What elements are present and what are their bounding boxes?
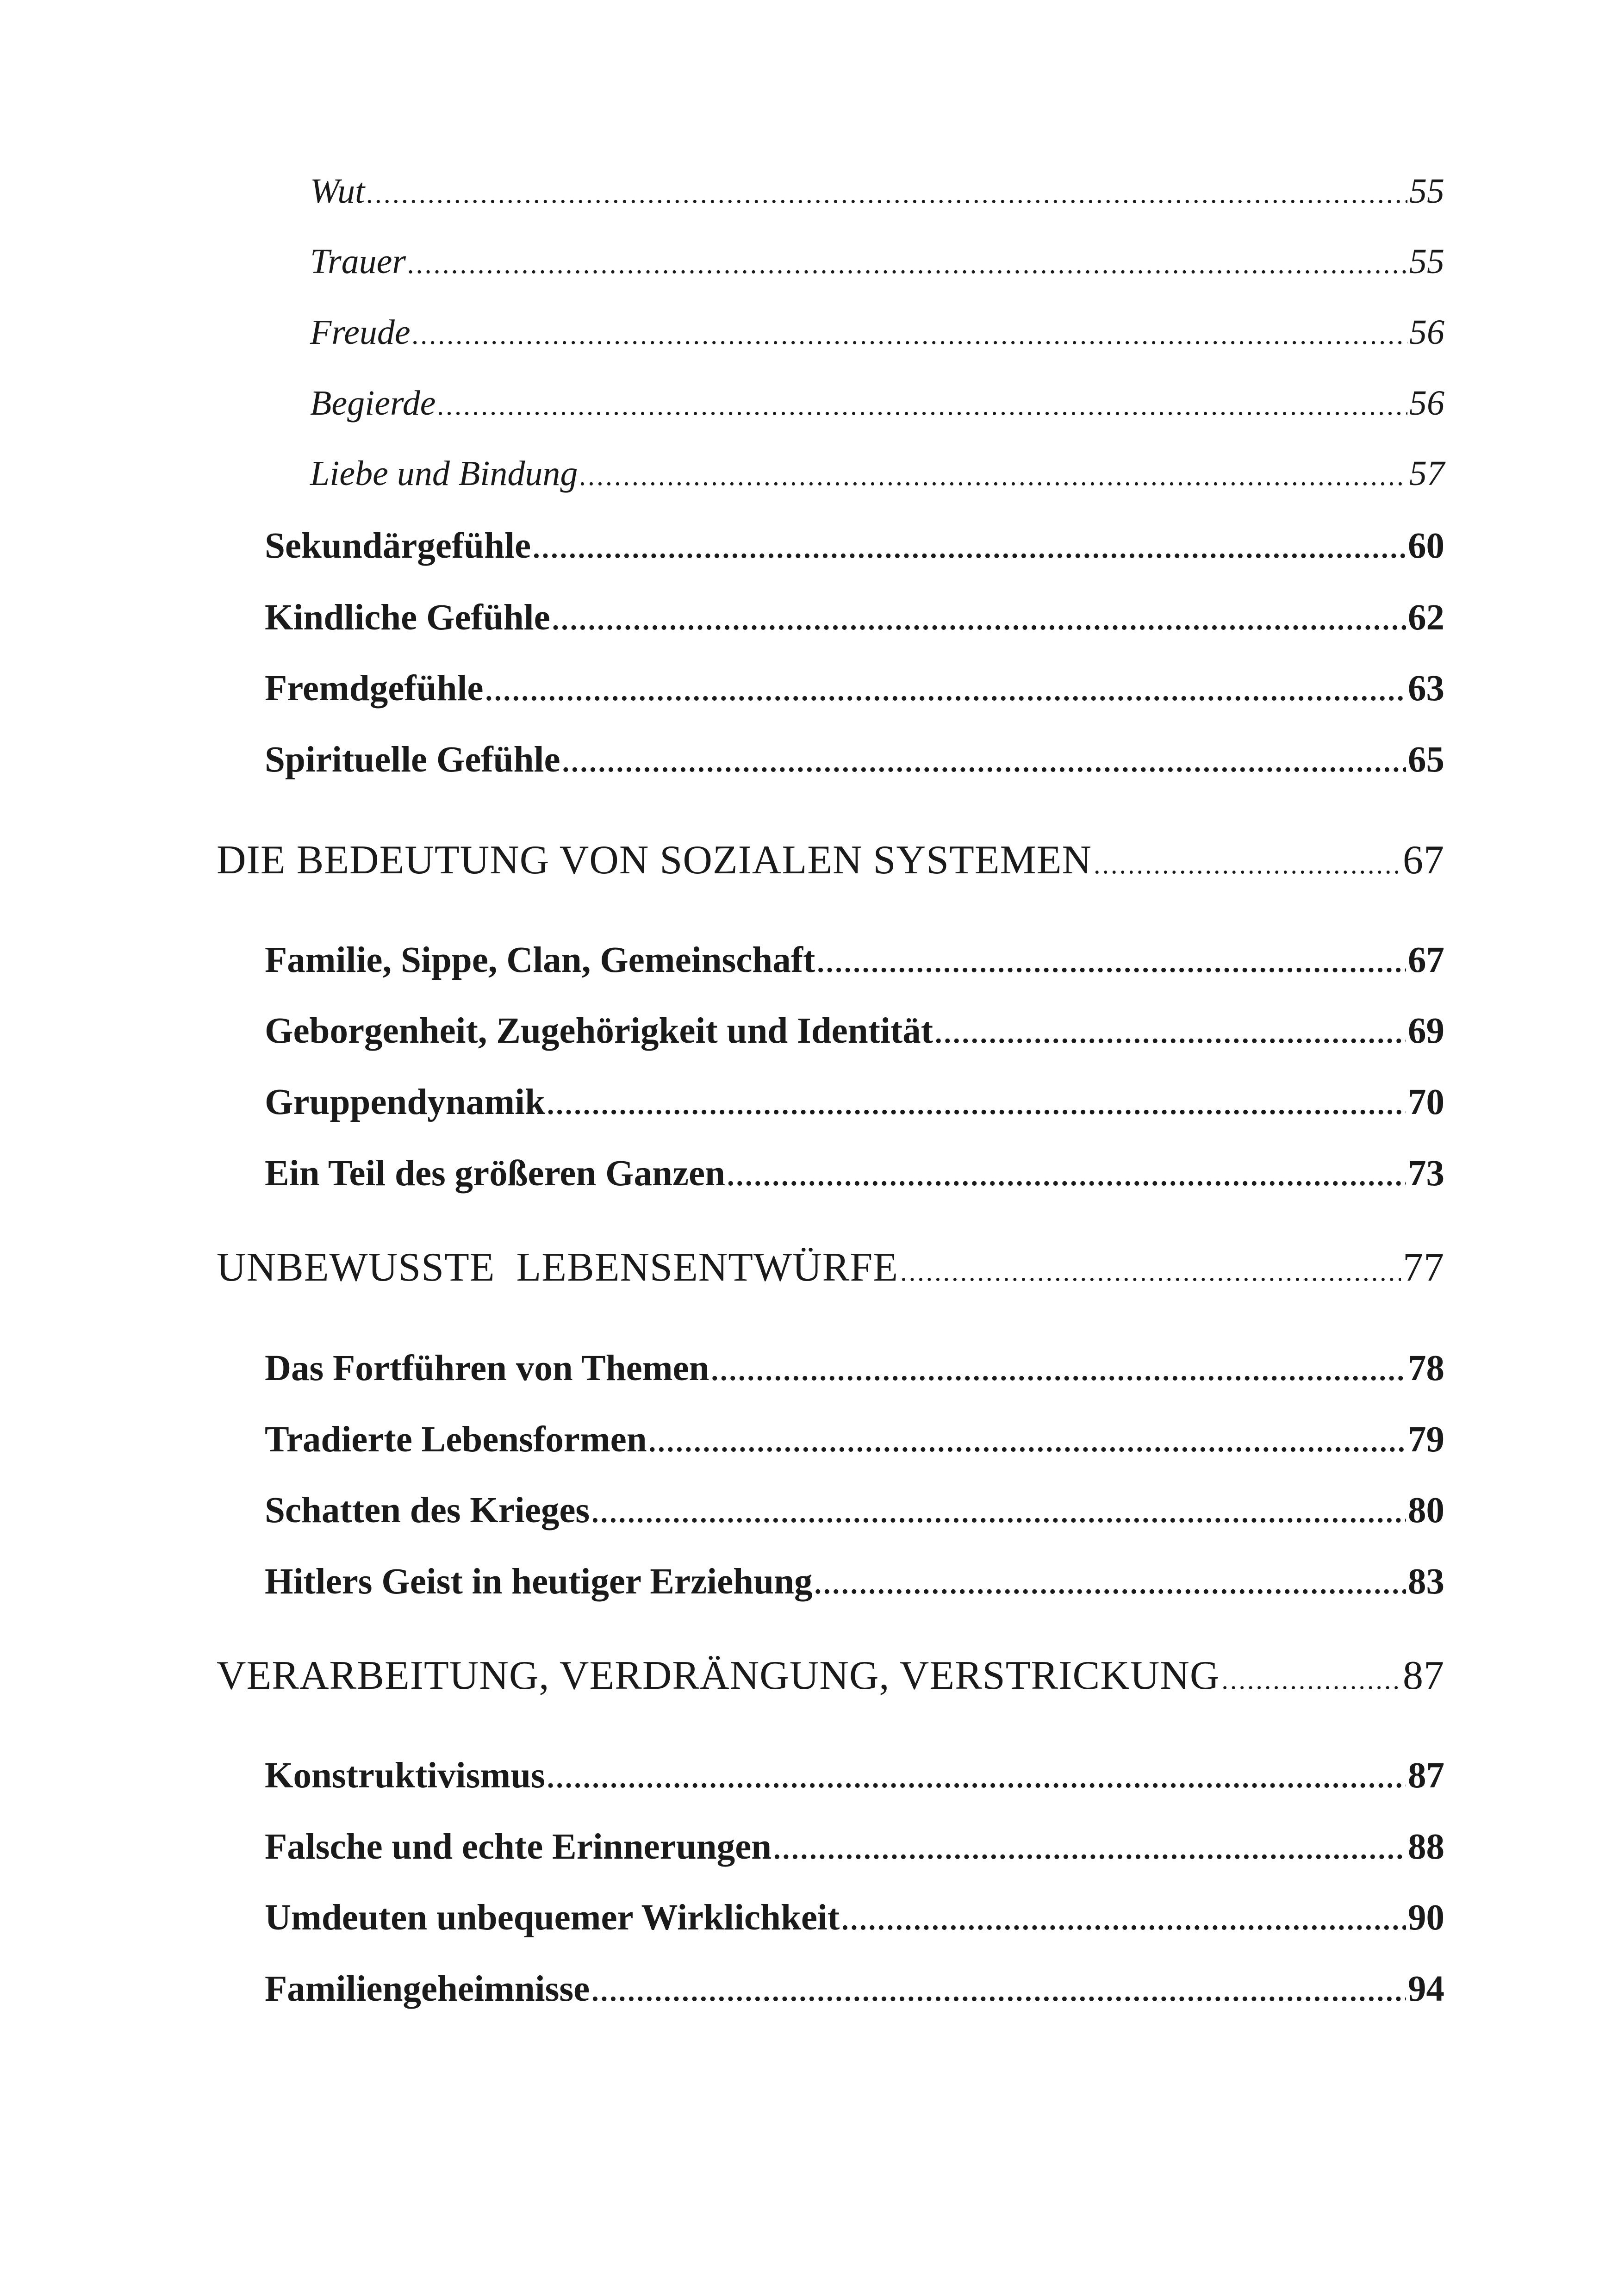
dot-leader (711, 1355, 1406, 1388)
dot-leader (817, 946, 1406, 979)
toc-page-number: 67 (1408, 940, 1444, 980)
toc-entry-label: Geborgenheit, Zugehörigkeit und Identität (265, 1011, 933, 1051)
toc-entry-hitlers-geist[interactable] (265, 1561, 1444, 1612)
toc-entry-label: Spirituelle Gefühle (265, 740, 560, 780)
dot-leader (485, 675, 1406, 708)
dot-leader (814, 1568, 1406, 1601)
toc-entry-tradierte-lebensformen[interactable] (265, 1419, 1444, 1470)
toc-page-number: 60 (1408, 526, 1444, 566)
dot-leader (1094, 849, 1401, 880)
toc-entry-falsche-erinnerungen[interactable] (265, 1826, 1444, 1877)
toc-entry-label: Kindliche Gefühle (265, 597, 550, 638)
toc-page-number: 63 (1408, 668, 1444, 709)
toc-entry-kindliche-gefuehle[interactable] (265, 597, 1444, 648)
toc-page-number: 88 (1408, 1827, 1444, 1867)
toc-chapter-label: UNBEWUSSTE LEBENSENTWÜRFE (217, 1245, 899, 1290)
dot-leader (367, 178, 1407, 210)
dot-leader (649, 1426, 1406, 1459)
toc-entry-sekundaergefuehle[interactable] (265, 525, 1444, 576)
toc-page-number: 83 (1408, 1562, 1444, 1602)
dot-leader (562, 746, 1406, 779)
toc-entry-fortfuehren-themen[interactable] (265, 1348, 1444, 1399)
toc-entry-freude[interactable] (310, 312, 1444, 363)
toc-entry-label: Das Fortführen von Themen (265, 1348, 709, 1388)
dot-leader (547, 1089, 1406, 1121)
toc-page-number: 78 (1408, 1348, 1444, 1388)
toc-entry-umdeuten-wirklichkeit[interactable] (265, 1897, 1444, 1948)
toc-entry-label: Liebe und Bindung (310, 454, 578, 493)
dot-leader (841, 1904, 1406, 1937)
toc-page-number: 65 (1408, 740, 1444, 780)
toc-entry-gruppendynamik[interactable] (265, 1082, 1444, 1132)
dot-leader (408, 248, 1407, 280)
toc-page-number: 55 (1409, 172, 1444, 211)
dot-leader (533, 532, 1406, 565)
toc-entry-label: Falsche und echte Erinnerungen (265, 1827, 772, 1867)
dot-leader (547, 1762, 1406, 1795)
toc-page-number: 67 (1403, 838, 1444, 883)
toc-page-number: 94 (1408, 1969, 1444, 2009)
toc-entry-label: Umdeuten unbequemer Wirklichkeit (265, 1898, 840, 1938)
toc-chapter-label: DIE BEDEUTUNG VON SOZIALEN SYSTEMEN (217, 838, 1092, 883)
dot-leader (727, 1160, 1406, 1193)
toc-chapter-lebensentwuerfe[interactable] (217, 1244, 1444, 1300)
toc-page-number: 87 (1408, 1755, 1444, 1796)
toc-page-number: 73 (1408, 1153, 1444, 1194)
toc-chapter-label: VERARBEITUNG, VERDRÄNGUNG, VERSTRICKUNG (217, 1653, 1220, 1698)
toc-entry-label: Familie, Sippe, Clan, Gemeinschaft (265, 940, 815, 980)
toc-entry-begierde[interactable] (310, 383, 1444, 434)
dot-leader (591, 1497, 1406, 1530)
toc-entry-konstruktivismus[interactable] (265, 1755, 1444, 1806)
toc-entry-label: Gruppendynamik (265, 1082, 545, 1122)
dot-leader (438, 390, 1408, 422)
toc-entry-label: Hitlers Geist in heutiger Erziehung (265, 1562, 813, 1602)
toc-entry-label: Fremdgefühle (265, 668, 484, 709)
toc-entry-wut[interactable] (310, 171, 1444, 222)
dot-leader (1221, 1664, 1401, 1695)
toc-page-number: 56 (1409, 384, 1444, 423)
toc-page-number: 80 (1408, 1490, 1444, 1531)
toc-entry-geborgenheit[interactable] (265, 1010, 1444, 1061)
dot-leader (591, 1975, 1406, 2008)
toc-entry-spirituelle-gefuehle[interactable] (265, 739, 1444, 790)
toc-page-number: 79 (1408, 1419, 1444, 1460)
toc-entry-label: Begierde (310, 384, 436, 423)
toc-page-number: 57 (1409, 454, 1444, 493)
toc-entry-label: Konstruktivismus (265, 1755, 545, 1796)
toc-page-number: 70 (1408, 1082, 1444, 1122)
toc-entry-liebe-und-bindung[interactable] (310, 454, 1444, 504)
toc-entry-schatten-krieges[interactable] (265, 1490, 1444, 1541)
toc-page-number: 56 (1409, 313, 1444, 352)
toc-page-number: 77 (1403, 1245, 1444, 1290)
toc-chapter-verarbeitung[interactable] (217, 1652, 1444, 1708)
toc-entry-fremdgefuehle[interactable] (265, 668, 1444, 719)
toc-entry-label: Familiengeheimnisse (265, 1969, 590, 2009)
dot-leader (935, 1017, 1406, 1050)
toc-entry-label: Ein Teil des größeren Ganzen (265, 1153, 725, 1194)
dot-leader (552, 604, 1406, 637)
toc-page-number: 90 (1408, 1898, 1444, 1938)
toc-entry-label: Schatten des Krieges (265, 1490, 590, 1531)
toc-entry-label: Freude (310, 313, 411, 352)
dot-leader (900, 1256, 1401, 1287)
toc-entry-label: Wut (310, 172, 365, 211)
toc-chapter-soziale-systeme[interactable] (217, 837, 1444, 892)
toc-entry-label: Tradierte Lebensformen (265, 1419, 647, 1460)
toc-entry-trauer[interactable] (310, 242, 1444, 292)
dot-leader (412, 319, 1407, 351)
toc-entry-teil-des-ganzen[interactable] (265, 1153, 1444, 1204)
dot-leader (579, 460, 1407, 492)
toc-page-number: 55 (1409, 242, 1444, 281)
toc-entry-label: Sekundärgefühle (265, 526, 531, 566)
toc-page-number: 87 (1403, 1653, 1444, 1698)
toc-entry-familiengeheimnisse[interactable] (265, 1968, 1444, 2019)
toc-page-number: 62 (1408, 597, 1444, 638)
toc-page-number: 69 (1408, 1011, 1444, 1051)
toc-entry-label: Trauer (310, 242, 406, 281)
toc-entry-familie-sippe[interactable] (265, 940, 1444, 990)
dot-leader (773, 1833, 1406, 1866)
